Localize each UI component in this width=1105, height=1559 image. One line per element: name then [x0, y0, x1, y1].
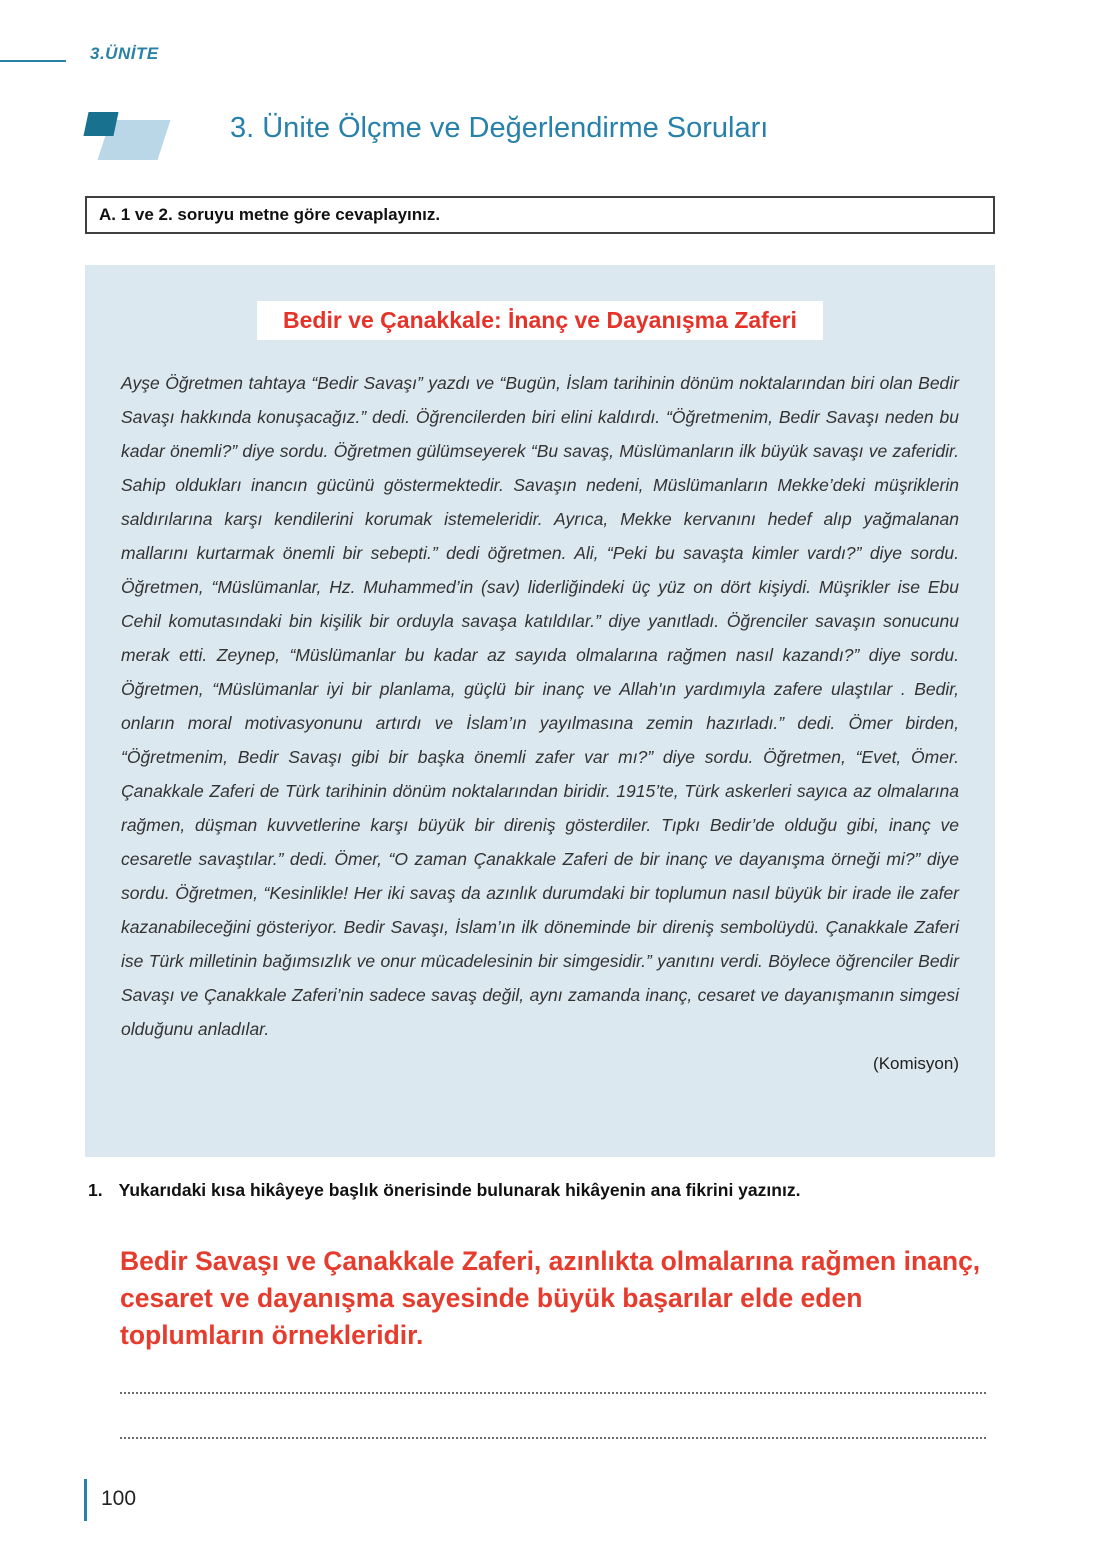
page-title: 3. Ünite Ölçme ve Değerlendirme Soruları: [230, 112, 769, 144]
page-number-accent-bar: [84, 1479, 87, 1521]
section-a-instruction: A. 1 ve 2. soruyu metne göre cevaplayınız.: [85, 196, 995, 234]
answer-line-2: [120, 1437, 986, 1439]
passage-title: Bedir ve Çanakkale: İnanç ve Dayanışma Zaferi: [257, 301, 823, 340]
page-number: 100: [101, 1487, 137, 1510]
header-decoration-dark-square: [83, 112, 118, 136]
passage-body: Ayşe Öğretmen tahtaya “Bedir Savaşı” yazdı ve “Bugün, İslam tarihinin dönüm noktalarından biri olan Bedir Savaşı hakkında konuşacağız.” dedi. Öğrencilerden biri elini kaldırdı. “Öğretmenim, Bedir Savaşı neden bu kadar önemli?” diye sordu. Öğretmen gülümseyerek “Bu savaş, Müslümanların ilk büyük savaşı ve zaferidir. Sahip oldukları inancın gücünü göstermektedir. Savaşın nedeni, Müslümanların Mekke’deki müşriklerin saldırılarına karşı kendilerini korumak istemeleridir. Ayrıca, Mekke kervanını hedef alıp yağmalanan mallarını kurtarmak önemli bir sebepti.” dedi öğretmen. Ali, “Peki bu savaşta kimler vardı?” diye sordu. Öğretmen, “Müslümanlar, Hz. Muhammed’in (sav) liderliğindeki üç yüz on dört kişiydi. Müşrikler ise Ebu Cehil komutasındaki bin kişilik bir orduyla savaşa katıldılar.” diye yanıtladı. Öğrenciler savaşın sonucunu merak etti. Zeynep, “Müslümanlar bu kadar az sayıda olmalarına rağmen nasıl kazandı?” diye sordu. Öğretmen, “Müslümanlar iyi bir planlama, güçlü bir inanç ve Allah'ın yardımıyla zafere ulaştılar . Bedir, onların moral motivasyonunu artırdı ve İslam’ın yayılmasına zemin hazırladı.” dedi. Ömer birden, “Öğretmenim, Bedir Savaşı gibi bir başka önemli zafer var mı?” diye sordu. Öğretmen, “Evet, Ömer. Çanakkale Zaferi de Türk tarihinin dönüm noktalarından biridir. 1915’te, Türk askerleri sayıca az olmalarına rağmen, düşman kuvvetlerine karşı büyük bir direniş gösterdiler. Tıpkı Bedir’de olduğu gibi, inanç ve cesaretle savaştılar.” dedi. Ömer, “O zaman Çanakkale Zaferi de bir inanç ve dayanışma örneği mi?” diye sordu. Öğretmen, “Kesinlikle! Her iki savaş da azınlık durumdaki bir toplumun nasıl büyük bir irade ile zafer kazanabileceğini gösteriyor. Bedir Savaşı, İslam’ın ilk döneminde bir direniş sembolüydü. Çanakkale Zaferi ise Türk milletinin bağımsızlık ve onur mücadelesinin bir simgesidir.” yanıtını verdi. Böylece öğrenciler Bedir Savaşı ve Çanakkale Zaferi’nin sadece savaş değil, aynı zamanda inanç, cesaret ve dayanışmanın simgesi olduğunu anladılar.: [121, 373, 959, 1039]
unit-label: 3.ÜNİTE: [90, 44, 159, 63]
question-1: [88, 1180, 993, 1201]
question-1-number: 1.: [88, 1180, 103, 1200]
unit-divider-line: [0, 60, 66, 62]
question-1-text: Yukarıdaki kısa hikâyeye başlık önerisinde bulunarak hikâyenin ana fikrini yazınız.: [118, 1180, 801, 1200]
reading-passage-box: [85, 265, 995, 1157]
passage-title-row: [121, 301, 959, 340]
passage-attribution: (Komisyon): [873, 1054, 959, 1073]
student-answer-text: Bedir Savaşı ve Çanakkale Zaferi, azınlıkta olmalarına rağmen inanç, cesaret ve dayanışma sayesinde büyük başarılar elde eden toplumların örnekleridir.: [120, 1246, 981, 1350]
answer-line-1: [120, 1392, 986, 1394]
